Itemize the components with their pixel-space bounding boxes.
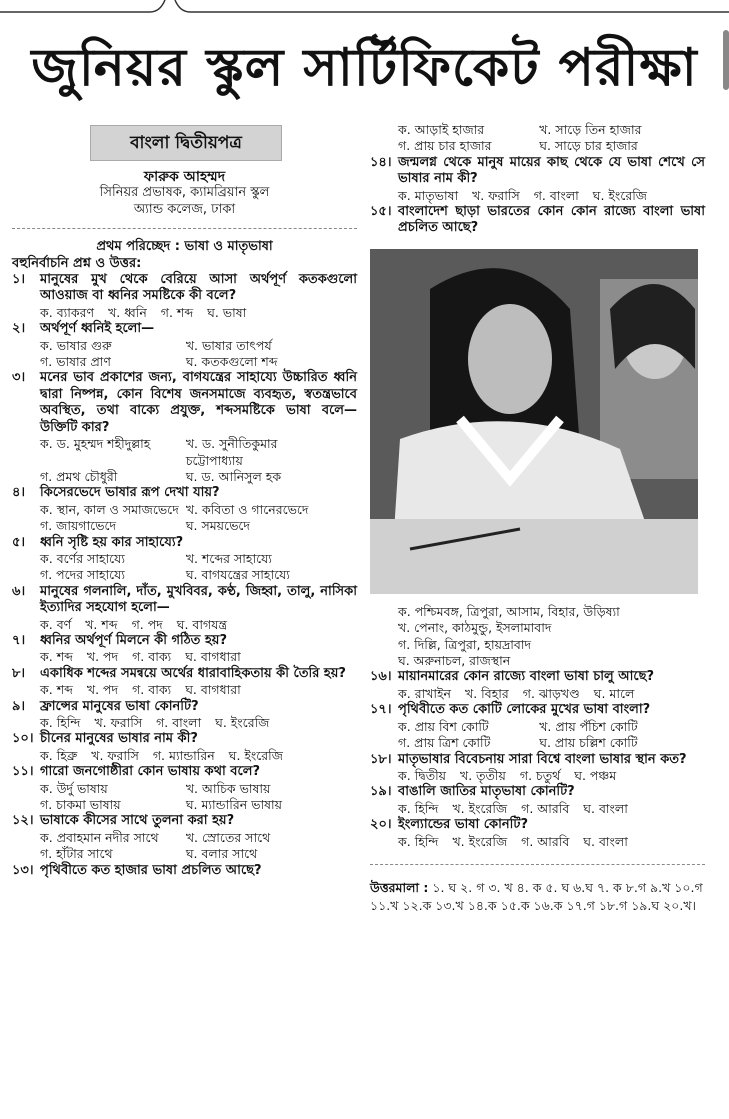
- question-15-options: [370, 604, 705, 670]
- question: [370, 702, 705, 718]
- question-list: [370, 669, 705, 849]
- question: [12, 584, 357, 617]
- question-options: [12, 830, 357, 863]
- right-column: [370, 122, 705, 915]
- question-number: ১৫।: [370, 204, 392, 220]
- question: [370, 784, 705, 800]
- option: খ. শব্দের সাহায্যে: [185, 550, 272, 566]
- question-options: [12, 305, 357, 321]
- question-text: মানুষের গলনালি, দাঁত, মুখবিবর, কণ্ঠ, জিহ্বা, তালু, নাসিকা ইত্যাদির সহযোগ হলো—: [40, 583, 357, 616]
- chapter-heading: প্রথম পরিচ্ছেদ : ভাষা ও মাতৃভাষা: [96, 239, 273, 255]
- question: [12, 633, 357, 649]
- photo-illustration: [370, 249, 698, 594]
- option: খ. পদ: [86, 649, 119, 665]
- question-options: [12, 748, 357, 764]
- question-number: ৮।: [12, 665, 26, 681]
- divider: [12, 228, 357, 229]
- question-text: জন্মলগ্ন থেকে মানুষ মায়ের কাছ থেকে যে ভাষা শেখে সে ভাষার নাম কী?: [398, 154, 705, 187]
- option: গ. শব্দ: [160, 304, 194, 320]
- question: [370, 817, 705, 833]
- option: গ. আরবি: [521, 833, 570, 849]
- option: গ. চতুর্থ: [519, 767, 561, 783]
- question-text: ইংল্যান্ডের ভাষা কোনটি?: [398, 817, 529, 833]
- option: ক. ভাষার গুরু: [40, 337, 112, 353]
- question: [12, 535, 357, 551]
- question-text: মনের ভাব প্রকাশের জন্য, বাগযন্ত্রের সাহায্যে উচ্চারিত ধ্বনি দ্বারা নিষ্পন্ন, কোন বিশেষ জনসমাজে ব্যবহৃত, স্বতন্ত্রভাবে অবস্থিত, তথা বাক্যে প্রযুক্ত, শব্দসমষ্টিকে ভাষা বলে— উক্তিটি কার?: [40, 370, 357, 435]
- question-options: [12, 338, 357, 371]
- question-number: ৬।: [12, 583, 26, 599]
- option: ঘ. মালে: [593, 685, 635, 701]
- option: ক. শব্দ: [40, 682, 73, 698]
- author-title: সিনিয়র প্রভাষক, ক্যামব্রিয়ান স্কুল: [99, 185, 270, 201]
- option: ক. হিন্দি: [398, 800, 439, 816]
- question: [12, 321, 357, 337]
- option: গ. হাঁটার সাথে: [40, 846, 113, 862]
- option: খ. প্রায় পঁচিশ কোটি: [539, 718, 638, 734]
- author-institution: অ্যান্ড কলেজ, ঢাকা: [133, 201, 236, 217]
- option: খ. ইংরেজি: [452, 833, 508, 849]
- question-text: পৃথিবীতে কত হাজার ভাষা প্রচলিত আছে?: [40, 862, 262, 878]
- left-column: [12, 125, 357, 879]
- option: গ. ভাষার প্রাণ: [40, 354, 111, 370]
- option: ক. ড. মুহম্মদ শহীদুল্লাহ: [40, 436, 151, 452]
- question-13-options: [370, 122, 705, 155]
- option: খ. ফরাসি: [94, 715, 143, 730]
- question-number: ১৮।: [370, 751, 392, 767]
- question-options: [12, 502, 357, 535]
- question-options: [12, 781, 357, 814]
- option: গ. প্রায় চার হাজার: [398, 138, 492, 154]
- question-number: ৪।: [12, 485, 26, 501]
- option: ক. দ্বিতীয়: [398, 767, 447, 783]
- option: খ. ফরাসি: [91, 747, 139, 763]
- question: [370, 669, 705, 685]
- question-number: ১১।: [12, 764, 34, 780]
- option: খ. ড. সুনীতিকুমার চট্টোপাধ্যায়: [185, 436, 278, 468]
- student-writing-photo: [370, 249, 698, 594]
- option: গ. ম্যান্ডারিন: [152, 747, 215, 763]
- question-options: [12, 649, 357, 665]
- option: ঘ. ড. আনিসুল হক: [185, 468, 282, 484]
- option: ক. আড়াই হাজার: [398, 122, 485, 137]
- option: খ. সাড়ে তিন হাজার: [539, 122, 642, 137]
- option: ঘ. অরুনাচল, রাজস্থান: [398, 653, 511, 669]
- question-list: [12, 272, 357, 879]
- question-options: [12, 436, 357, 485]
- question-number: ১২।: [12, 813, 34, 829]
- question: [12, 370, 357, 436]
- question-text: বাঙালি জাতির মাতৃভাষা কোনটি?: [398, 784, 575, 800]
- option: ক. হিন্দি: [398, 833, 439, 849]
- question-options: [12, 715, 357, 731]
- option: ঘ. বাগযন্ত্র: [176, 616, 228, 632]
- option: খ. শব্দ: [85, 616, 118, 632]
- option: খ. ধ্বনি: [108, 304, 147, 320]
- question-options: [370, 719, 705, 752]
- question: [12, 731, 357, 747]
- question-text: গারো জনগোষ্ঠীরা কোন ভাষায় কথা বলে?: [40, 764, 260, 780]
- question-15: [370, 204, 705, 237]
- author-block: [12, 169, 357, 218]
- question-number: ১৬।: [370, 669, 392, 685]
- question-text: বাংলাদেশ ছাড়া ভারতের কোন কোন রাজ্যে বাংলা ভাষা প্রচলিত আছে?: [398, 204, 705, 236]
- option: ঘ. ইংরেজি: [215, 715, 270, 730]
- option: ঘ. ইংরেজি: [592, 187, 647, 203]
- option: গ. প্রায় ত্রিশ কোটি: [398, 735, 491, 751]
- option: খ. পদ: [86, 682, 119, 698]
- option: ক. রাখাইন: [398, 685, 451, 701]
- option: গ. প্রমথ চৌধুরী: [40, 468, 118, 484]
- question-text: মানুষের মুখ থেকে বেরিয়ে আসা অর্থপূর্ণ কতকগুলো আওয়াজ বা ধ্বনির সমষ্টিকে কী বলে?: [40, 272, 357, 304]
- question-number: ৭।: [12, 632, 26, 648]
- question: [12, 764, 357, 780]
- question-options: [12, 682, 357, 698]
- question-number: ১৪।: [370, 154, 392, 170]
- option: ঘ. ভাষা: [207, 304, 247, 320]
- option: গ. ঝাড়খণ্ড: [522, 685, 580, 701]
- option: গ. বাংলা: [156, 715, 202, 730]
- option: ক. পশ্চিমবঙ্গ, ত্রিপুরা, আসাম, বিহার, উড়িষ্যা: [398, 603, 620, 619]
- author-name: ফারুক আহম্মদ: [143, 169, 226, 185]
- question-text: ফ্রান্সের মানুষের ভাষা কোনটি?: [40, 698, 199, 714]
- question-text: পৃথিবীতে কত কোটি লোকের মুখের ভাষা বাংলা?: [398, 702, 651, 718]
- option: খ. বিহার: [465, 685, 509, 701]
- question: [12, 272, 357, 305]
- option: গ. দিল্লি, ত্রিপুরা, হায়দ্রাবাদ: [398, 636, 532, 652]
- question-text: ভাষাকে কীসের সাথে তুলনা করা হয়?: [40, 813, 235, 829]
- question-options: [12, 551, 357, 584]
- option: ক. স্থান, কাল ও সমাজভেদে: [40, 501, 179, 517]
- top-decorative-arc: [0, 0, 729, 20]
- option: ক. ব্যাকরণ: [40, 304, 95, 320]
- option: ক. প্রবাহমান নদীর সাথে: [40, 829, 159, 845]
- question-options: [370, 686, 705, 702]
- option: ঘ. বাগধারা: [185, 682, 241, 698]
- option: ঘ. পঞ্চম: [574, 767, 617, 783]
- question: [12, 699, 357, 715]
- option: খ. ইংরেজি: [452, 800, 508, 816]
- option: ঘ. সাড়ে চার হাজার: [539, 138, 638, 154]
- masthead-title: জুনিয়র স্কুল সার্টিফিকেট পরীক্ষা: [31, 37, 698, 98]
- question-text: কিসেরভেদে ভাষার রূপ দেখা যায়?: [40, 485, 220, 501]
- question-number: ১।: [12, 272, 26, 288]
- option: খ. তৃতীয়: [460, 767, 506, 783]
- question-number: ২০।: [370, 817, 392, 833]
- question-number: ১৩।: [12, 862, 34, 878]
- section-heading: বহুনির্বাচনি প্রশ্ন ও উত্তর:: [12, 255, 142, 271]
- option: গ. পদের সাহায্যে: [40, 567, 125, 583]
- question-text: অর্থপূর্ণ ধ্বনিই হলো—: [40, 321, 155, 337]
- option: ঘ. ম্যান্ডারিন ভাষায়: [185, 797, 282, 813]
- answer-key: [370, 864, 705, 915]
- option: ক. উর্দু ভাষায়: [40, 780, 108, 796]
- option: গ. বাক্য: [132, 682, 172, 698]
- question-options: [370, 768, 705, 784]
- option: গ. বাক্য: [132, 649, 172, 665]
- option: ক. শব্দ: [40, 649, 73, 665]
- option: ঘ. বাগযন্ত্রের সাহায্যে: [185, 567, 290, 583]
- option: ক. হিব্রু: [40, 747, 78, 763]
- subject-badge: বাংলা দ্বিতীয়পত্র: [90, 125, 282, 161]
- question-options: [12, 617, 357, 633]
- question-text: মায়ানমারের কোন রাজ্যে বাংলা ভাষা চালু আছে?: [398, 669, 655, 685]
- option: ক. প্রায় বিশ কোটি: [398, 718, 489, 734]
- option: ঘ. বাগধারা: [185, 649, 241, 665]
- option: ঘ. প্রায় চল্লিশ কোটি: [539, 735, 638, 751]
- option: গ. জায়গাভেদে: [40, 518, 117, 534]
- option: গ. চাকমা ভাষায়: [40, 797, 121, 813]
- option: গ. আরবি: [521, 800, 570, 816]
- option: ক. মাতৃভাষা: [398, 187, 459, 203]
- question-14: [370, 155, 705, 188]
- question-text: ধ্বনি সৃষ্টি হয় কার সাহায্যে?: [40, 534, 184, 550]
- option: খ. কবিতা ও গানেরভেদে: [185, 501, 309, 517]
- option: খ. আচিক ভাষায়: [185, 780, 271, 796]
- option: ক. বর্ণ: [40, 616, 72, 632]
- option: গ. পদ: [131, 616, 163, 632]
- question: [370, 752, 705, 768]
- option: গ. বাংলা: [533, 187, 579, 203]
- option: ক. হিন্দি: [40, 715, 81, 730]
- question-number: ৯।: [12, 698, 26, 714]
- answer-key-text: ১. ঘ ২. গ ৩. খ ৪. ক ৫. ঘ ৬.ঘ ৭. ক ৮.গ ৯.খ ১০.গ ১১.খ ১২.ক ১৩.খ ১৪.ক ১৫.ক ১৬.ক ১৭.গ ১৮.গ ১৯.ঘ ২০.খ।: [370, 879, 703, 913]
- question-number: ২।: [12, 321, 26, 337]
- question-number: ৩।: [12, 370, 26, 386]
- question: [12, 863, 357, 879]
- question-options: [370, 834, 705, 850]
- question: [12, 485, 357, 501]
- option: ঘ. বাংলা: [583, 833, 628, 849]
- question: [12, 666, 357, 682]
- question-14-options: [370, 188, 705, 204]
- option: ঘ. বলার সাথে: [185, 846, 258, 862]
- answer-key-label: উত্তরমালা :: [370, 879, 429, 895]
- option: খ. স্রোতের সাথে: [185, 829, 271, 845]
- question-text: ধ্বনির অর্থপূর্ণ মিলনে কী গঠিত হয়?: [40, 632, 227, 648]
- option: খ. ভাষার তাৎপর্য: [185, 337, 272, 353]
- option: ঘ. কতকগুলো শব্দ: [185, 354, 278, 370]
- question-number: ১৭।: [370, 702, 392, 718]
- question-options: [370, 801, 705, 817]
- option: খ. ফরাসি: [472, 187, 520, 203]
- question-text: একাধিক শব্দের সমন্বয়ে অর্থের ধারাবাহিকতায় কী তৈরি হয়?: [40, 665, 346, 681]
- question-number: ৫।: [12, 534, 26, 550]
- question-text: মাতৃভাষার বিবেচনায় সারা বিশ্বে বাংলা ভাষার স্থান কত?: [398, 751, 687, 767]
- option: ঘ. ইংরেজি: [228, 747, 283, 763]
- option: ঘ. বাংলা: [583, 800, 628, 816]
- question: [12, 813, 357, 829]
- question-number: ১৯।: [370, 784, 392, 800]
- option: ঘ. সময়ভেদে: [185, 518, 250, 534]
- option: ক. বর্ণের সাহায্যে: [40, 550, 126, 566]
- question-number: ১০।: [12, 731, 34, 747]
- question-text: চীনের মানুষের ভাষার নাম কী?: [40, 731, 198, 747]
- option: খ. পেনাং, কাঠমুন্ডু, ইসলামাবাদ: [398, 620, 552, 636]
